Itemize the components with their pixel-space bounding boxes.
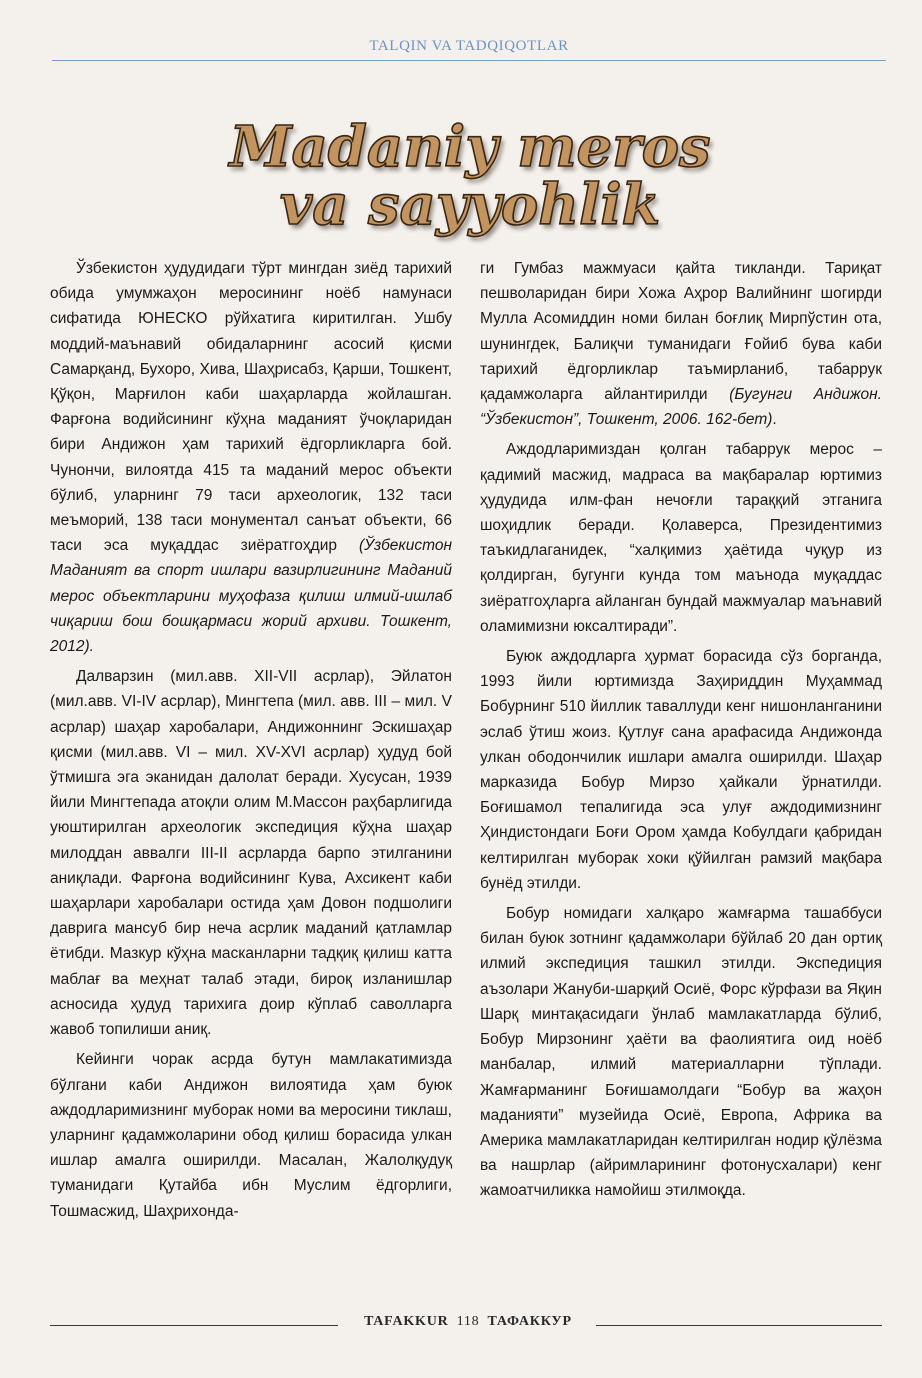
paragraph-text: Бобур номидаги халқаро жамғарма ташаббуси билан буюк зотнинг қадамжолари бўйлаб 20 дан ортиқ илмий экспедиция ташкил этилди. Экспедиция аъзолари Жануби-шарқий Осиё, Форс кўрфази ва Яқин Шарқ минтақасидаги ўнлаб мамлакатларда бўлиб, Бобур Мирзонинг ҳаёти ва фаолиятига оид ноёб манбалар, илмий материалларни тўплади. Жамғарманинг Боғишамолдаги “Бобур ва жаҳон маданияти” музейида Осиё, Европа, Африка ва Америка мамлакатларидан келтирилган нодир қўлёзма ва нашрлар (айримларининг фотонусхалари) кенг жамоатчиликка намойиш этилмоқда. [480, 905, 882, 1200]
source-reference: (Бугунги Андижон. “Ўзбекистон”, Тошкент, 2006. 162-бет) [480, 386, 882, 429]
article-title-line-1: Madaniy meros [229, 114, 711, 180]
page-number: 118 [456, 1314, 480, 1329]
footer-rule-right [596, 1325, 882, 1326]
paragraph-text: Аждодларимиздан қолган табаррук мерос – қадимий масжид, мадраса ва мақбаралар юртимиз ҳудудида илм-фан нечоғли тараққий этганига шоҳидлик беради. Қолаверса, Президентимиз таъкидлаганидек, “халқимиз ҳаётида чуқур из қолдирган, бугунги кунда том маънода муқаддас зиёратгоҳларга айланган бундай мажмуалар маънавий оламимизни юксалтиради”. [480, 441, 882, 635]
paragraph [480, 437, 882, 639]
paragraph-text: Ўзбекистон ҳудудидаги тўрт мингдан зиёд тарихий обида умумжаҳон меросининг ноёб намунаси сифатида ЮНЕСКО рўйхатига киритилган. Ушбу моддий-маънавий обидаларнинг асосий қисми Самарқанд, Бухоро, Хива, Шаҳрисабз, Қарши, Тошкент, Қўқон, Марғилон каби шаҳарларда жойлашган. Фарғона водийсининг кўҳна маданият ўчоқларидан бири Андижон ҳам тарихий ёдгорликларга бой. Чунончи, вилоятда 415 та маданий мерос объекти бўлиб, уларнинг 79 таси археологик, 132 таси меъморий, 138 таси монументал санъат объекти, 66 таси эса муқаддас зиёратгоҳдир [50, 260, 452, 555]
footer-label [348, 1314, 588, 1330]
section-title: TALQIN VA TADQIQOTLAR [369, 38, 569, 54]
article-title [200, 114, 740, 238]
paragraph [50, 664, 452, 1042]
paragraph [50, 1047, 452, 1223]
footer-magazine-latin: TAFAKKUR [364, 1314, 449, 1329]
paragraph-text: Кейинги чорак асрда бутун мамлакатимизда бўлгани каби Андижон вилоятида ҳам буюк аждодларимизнинг муборак номи ва меросини тиклаш, уларнинг қадамжоларини обод қилиш борасида улкан ишлар амалга оширилди. Масалан, Жалолқудуқ туманидаги Қутайба ибн Муслим ёдгорлиги, Тошмасжид, Шаҳрихонда- [50, 1051, 452, 1220]
punctuation: . [772, 411, 777, 429]
paragraph-text: Далварзин (мил.авв. XII-VII асрлар), Эйлатон (мил.авв. VI-IV асрлар), Мингтепа (мил. авв. III – мил. V асрлар) шаҳар харобалари, Андижоннинг Эскишаҳар қисми (мил.авв. VI – мил. XV-XVI асрлар) ҳудуд бой ўтмишга эга эканидан далолат беради. Хусусан, 1939 йили Мингтепада атоқли олим М.Массон раҳбарлигида уюштирилган археологик экспедиция кўҳна шаҳар милоддан аввалги III-II асрларда барпо этилганини аниқлади. Фарғона водийсининг Кува, Ахсикент каби шаҳарлари харобалари остида ҳам Довон подшолиги даврига мансуб бир неча асрлик маданий қатламлар ётибди. Мазкур кўҳна масканларни тадқиқ қилиш катта маблағ ва меҳнат талаб этади, бироқ изланишлар асносида ҳудуд тарихига доир кўплаб саволларга жавоб топилиши аниқ. [50, 668, 452, 1039]
paragraph-text: Буюк аждодларга ҳурмат борасида сўз борганда, 1993 йили юртимизда Заҳириддин Муҳаммад Бобурнинг 510 йиллик таваллуди кенг нишонланганини эслаб ўтиш жоиз. Қутлуғ сана арафасида Андижонда улкан ободончилик ишлари амалга оширилди. Шаҳар марказида Бобур Мирзо ҳайкали ўрнатилди. Боғишамол тепалигида эса улуғ аждодимизнинг Ҳиндистондаги Боғи Ором ҳамда Кобулдаги қабридан келтирилган муборак хоки қўйилган рамзий мақбара бунёд этилди. [480, 648, 882, 892]
page-footer [50, 1314, 882, 1334]
paragraph [50, 256, 452, 659]
article-title-line-2: va sayyohlik [279, 172, 661, 238]
paragraph [480, 644, 882, 896]
header-rule [52, 60, 886, 61]
source-reference: (Ўзбекистон Маданият ва спорт ишлари вазирлигининг Маданий мерос объектларини муҳофаза қилиш илмий-ишлаб чиқариш бош бошқармаси жорий архиви. Тошкент, 2012). [50, 537, 452, 656]
right-column [480, 256, 882, 1209]
paragraph-text: ги Гумбаз мажмуаси қайта тикланди. Тариқат пешволаридан бири Хожа Аҳрор Валийнинг шогирди Мулла Асомиддин номи билан боғлиқ Мирпўстин ота, шунингдек, Балиқчи туманидаги Ғойиб бува каби тарихий ёдгорликлар таъмирланиб, табаррук қадамжоларга айлантирилди [480, 260, 882, 404]
paragraph [480, 901, 882, 1203]
running-header [52, 38, 886, 55]
left-column [50, 256, 452, 1229]
footer-rule-left [50, 1325, 338, 1326]
footer-magazine-cyrillic: ТАФАККУР [487, 1314, 572, 1329]
paragraph [480, 256, 882, 432]
